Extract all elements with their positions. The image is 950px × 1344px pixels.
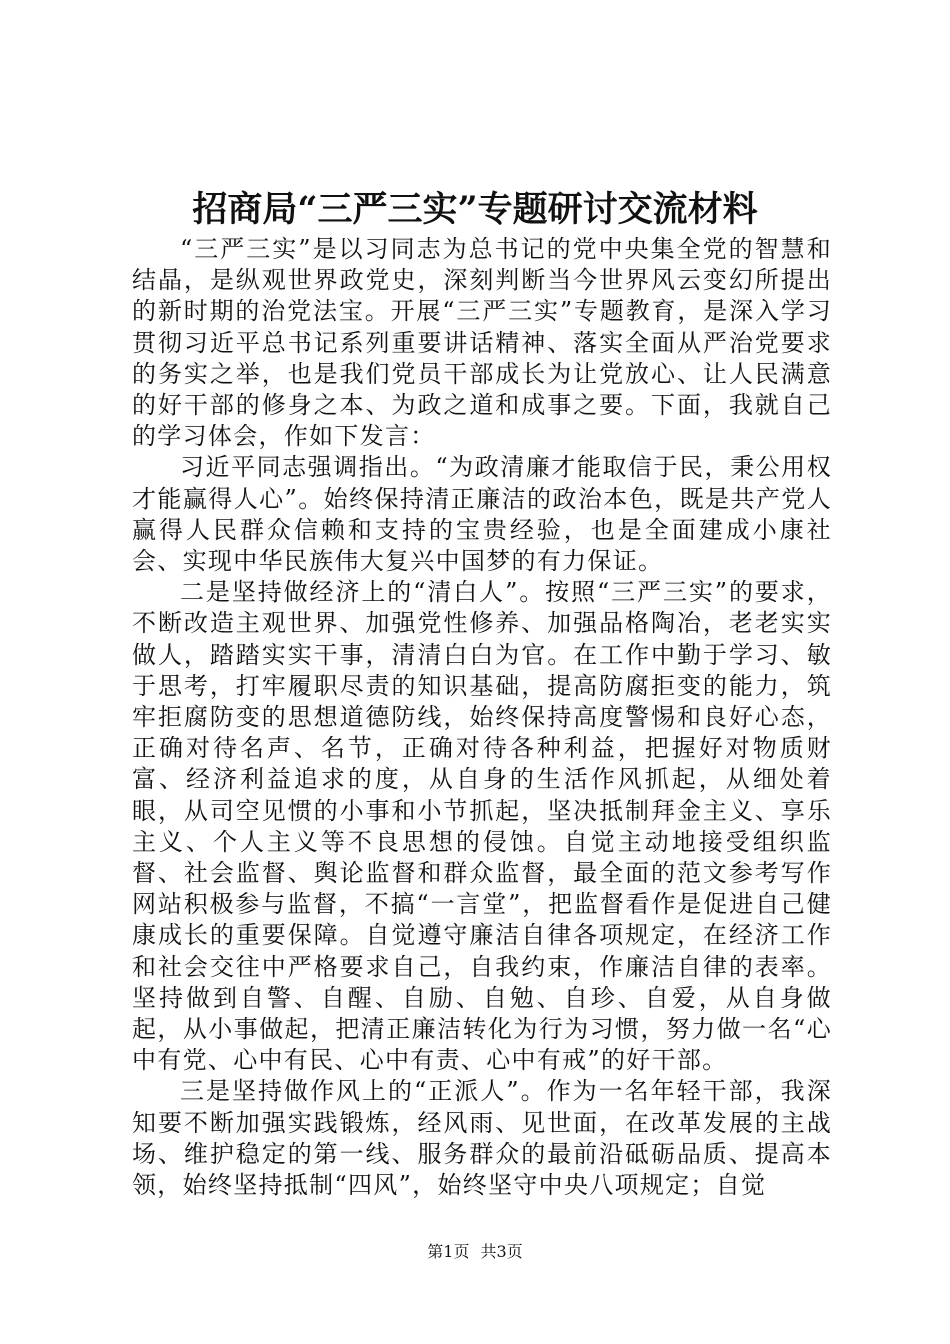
page-number: 第1页 xyxy=(427,1242,470,1261)
document-body xyxy=(132,234,832,1201)
paragraph-intro: “三严三实”是以习同志为总书记的党中央集全党的智慧和结晶，是纵观世界政党史，深刻判断当今世界风云变幻所提出的新时期的治党法宝。开展“三严三实”专题教育，是深入学习贯彻习近平总书记系列重要讲话精神、落实全面从严治党要求的务实之举，也是我们党员干部成长为让党放心、让人民满意的好干部的修身之本、为政之道和成事之要。下面，我就自己的学习体会，作如下发言： xyxy=(132,235,832,451)
page-footer xyxy=(0,1241,950,1263)
document-title: 招商局“三严三实”专题研讨交流材料 xyxy=(192,189,758,230)
paragraph-point-two: 二是坚持做经济上的“清白人”。按照“三严三实”的要求，不断改造主观世界、加强党性修养、加强品格陶冶，老老实实做人，踏踏实实干事，清清白白为官。在工作中勤于学习、敏于思考，打牢履职尽责的知识基础，提高防腐拒变的能力，筑牢拒腐防变的思想道德防线，始终保持高度警惕和良好心态，正确对待名声、名节，正确对待各种利益，把握好对物质财富、经济利益追求的度，从自身的生活作风抓起，从细处着眼，从司空见惯的小事和小节抓起，坚决抵制拜金主义、享乐主义、个人主义等不良思想的侵蚀。自觉主动地接受组织监督、社会监督、舆论监督和群众监督，最全面的范文参考写作网站积极参与监督，不搞“一言堂”，把监督看作是促进自己健康成长的重要保障。自觉遵守廉洁自律各项规定，在经济工作和社会交往中严格要求自己，自我约束，作廉洁自律的表率。坚持做到自警、自醒、自励、自勉、自珍、自爱，从自身做起，从小事做起，把清正廉洁转化为行为习惯，努力做一名“心中有党、心中有民、心中有责、心中有戒”的好干部。 xyxy=(132,578,832,1075)
paragraph-point-three: 三是坚持做作风上的“正派人”。作为一名年轻干部，我深知要不断加强实践锻炼，经风雨、见世面，在改革发展的主战场、维护稳定的第一线、服务群众的最前沿砥砺品质、提高本领，始终坚持抵制“四风”，始终坚守中央八项规定；自觉 xyxy=(132,1077,832,1200)
paragraph-quote: 习近平同志强调指出。“为政清廉才能取信于民，秉公用权才能赢得人心”。始终保持清正廉洁的政治本色，既是共产党人赢得人民群众信赖和支持的宝贵经验，也是全面建成小康社会、实现中华民族伟大复兴中国梦的有力保证。 xyxy=(132,453,832,576)
page-total: 共3页 xyxy=(480,1242,523,1261)
